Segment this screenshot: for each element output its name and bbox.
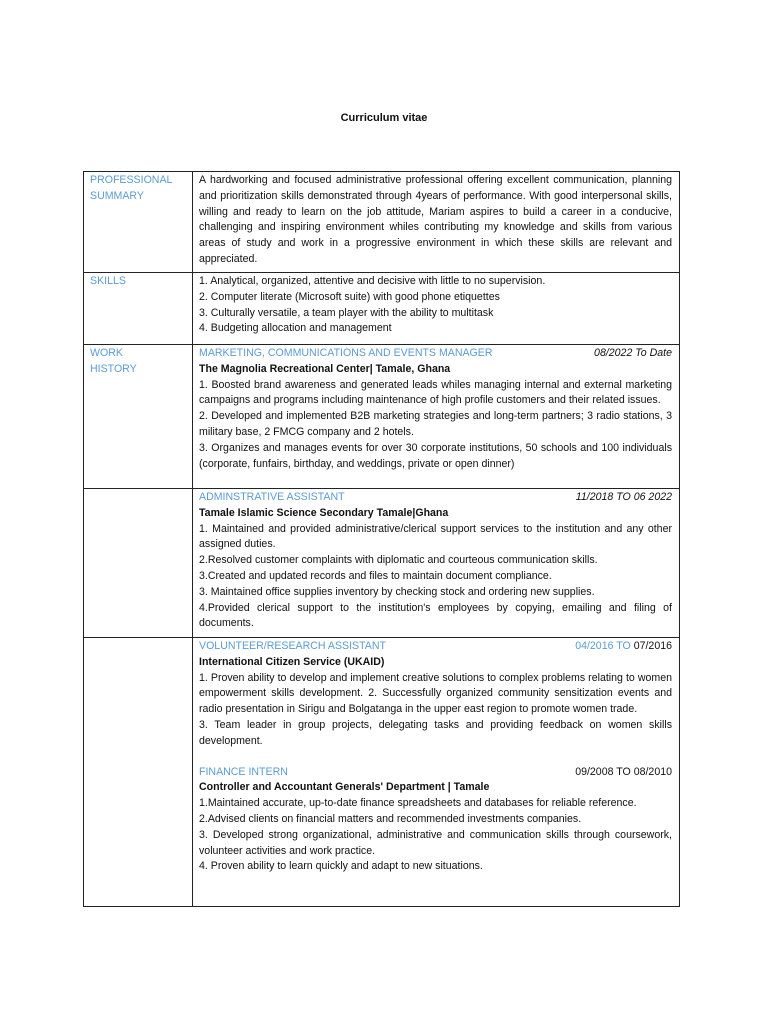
job-role: MARKETING, COMMUNICATIONS AND EVENTS MANAGER bbox=[199, 347, 493, 359]
job-duty: 1.Maintained accurate, up-to-date finance spreadsheets and databases for reliable reference. bbox=[199, 797, 637, 810]
work-row-2 bbox=[84, 489, 680, 638]
job-header bbox=[199, 490, 672, 506]
summary-text: A hardworking and focused administrative professional offering excellent communication, planning and prioritization skills demonstrated through 4years of performance. With good interpersonal skills, willing and ready to learn on the job attitude, Mariam aspires to build a career in a conducive, challenging and inspiring environment whiles contributing my knowledge and skills from various areas of study and work in a progressive environment in which these skills are relevant and appreciated. bbox=[193, 172, 680, 273]
job-entry bbox=[193, 345, 680, 489]
job-header bbox=[199, 765, 672, 781]
job-dates: 08/2022 To Date bbox=[594, 347, 672, 359]
work-row-1 bbox=[84, 345, 680, 489]
job-organization: Controller and Accountant Generals' Department | Tamale bbox=[199, 781, 490, 794]
job-duty: 1. Proven ability to develop and implement creative solutions to complex problems relating to women empowerment skills development. 2. Successfully organized community sensitization events and radio presentation in Sirigu and Bolgatanga in the upper east region to promote women trade. bbox=[199, 671, 672, 716]
work-label-line1: WORK bbox=[90, 347, 123, 359]
job-duty: 3. Developed strong organizational, administrative and communication skills through coursework, volunteer activities and work practice. bbox=[199, 828, 672, 857]
job-role: VOLUNTEER/RESEARCH ASSISTANT bbox=[199, 640, 386, 652]
document-title: Curriculum vitae bbox=[340, 112, 428, 124]
skill-item: 4. Budgeting allocation and management bbox=[199, 322, 392, 335]
job-dates bbox=[575, 639, 672, 655]
job-organization: Tamale Islamic Science Secondary Tamale|Ghana bbox=[199, 506, 449, 519]
job-dates-start: 04/2016 TO bbox=[575, 640, 634, 652]
skills-list bbox=[193, 273, 680, 345]
cv-table bbox=[83, 171, 680, 907]
job-role: FINANCE INTERN bbox=[199, 765, 288, 778]
empty-label-cell bbox=[84, 638, 193, 907]
job-role: ADMINSTRATIVE ASSISTANT bbox=[199, 491, 345, 503]
work-row-3 bbox=[84, 638, 680, 907]
job-header bbox=[199, 639, 672, 655]
job-entries bbox=[193, 638, 680, 907]
summary-label-line2: SUMMARY bbox=[90, 189, 144, 202]
skills-row bbox=[84, 273, 680, 345]
job-entry bbox=[193, 489, 680, 638]
job-duty: 1. Boosted brand awareness and generated leads whiles managing internal and external marketing campaigns and programs including maintenance of high profile customers and their related issues. bbox=[199, 378, 672, 407]
skill-item: 2. Computer literate (Microsoft suite) with good phone etiquettes bbox=[199, 290, 500, 303]
job-dates: 11/2018 TO 06 2022 bbox=[575, 491, 672, 503]
job-dates-end: 07/2016 bbox=[633, 640, 672, 652]
job-organization: The Magnolia Recreational Center| Tamale, Ghana bbox=[199, 362, 451, 375]
job-duty: 4. Proven ability to learn quickly and adapt to new situations. bbox=[199, 860, 483, 873]
empty-label-cell bbox=[84, 489, 193, 638]
job-duty: 2. Developed and implemented B2B marketing strategies and long-term partners; 3 radio stations, 3 military base, 2 FMCG company and 2 hotels. bbox=[199, 410, 672, 438]
job-duty: 2.Advised clients on financial matters and recommended investments companies. bbox=[199, 812, 582, 825]
job-duty: 4.Provided clerical support to the institution's employees by copying, emailing and filing of documents. bbox=[199, 601, 672, 630]
job-duty: 3.Created and updated records and files to maintain document compliance. bbox=[199, 569, 552, 582]
job-organization: International Citizen Service (UKAID) bbox=[199, 655, 385, 668]
summary-label-line1: PROFESSIONAL bbox=[90, 174, 173, 186]
work-label-line2: HISTORY bbox=[90, 362, 137, 375]
skills-label: SKILLS bbox=[84, 273, 193, 345]
work-history-label bbox=[84, 345, 193, 489]
job-duty: 3. Maintained office supplies inventory by checking stock and ordering new supplies. bbox=[199, 585, 595, 598]
summary-row bbox=[84, 172, 680, 273]
skill-item: 1. Analytical, organized, attentive and decisive with little to no supervision. bbox=[199, 275, 546, 287]
job-duty: 2.Resolved customer complaints with diplomatic and courteous communication skills. bbox=[199, 554, 598, 567]
job-duty: 3. Organizes and manages events for over 30 corporate institutions, 50 schools and 100 individuals (corporate, funfairs, birthday, and weddings, private or open dinner) bbox=[199, 441, 672, 470]
spacer bbox=[199, 750, 672, 765]
summary-label bbox=[84, 172, 193, 273]
job-duty: 1. Maintained and provided administrative/clerical support services to the institution and any other assigned duties. bbox=[199, 522, 672, 551]
job-duty: 3. Team leader in group projects, delegating tasks and providing feedback on women skills development. bbox=[199, 718, 672, 747]
skill-item: 3. Culturally versatile, a team player with the ability to multitask bbox=[199, 306, 494, 319]
job-dates: 09/2008 TO 08/2010 bbox=[575, 765, 672, 778]
job-header bbox=[199, 346, 672, 362]
